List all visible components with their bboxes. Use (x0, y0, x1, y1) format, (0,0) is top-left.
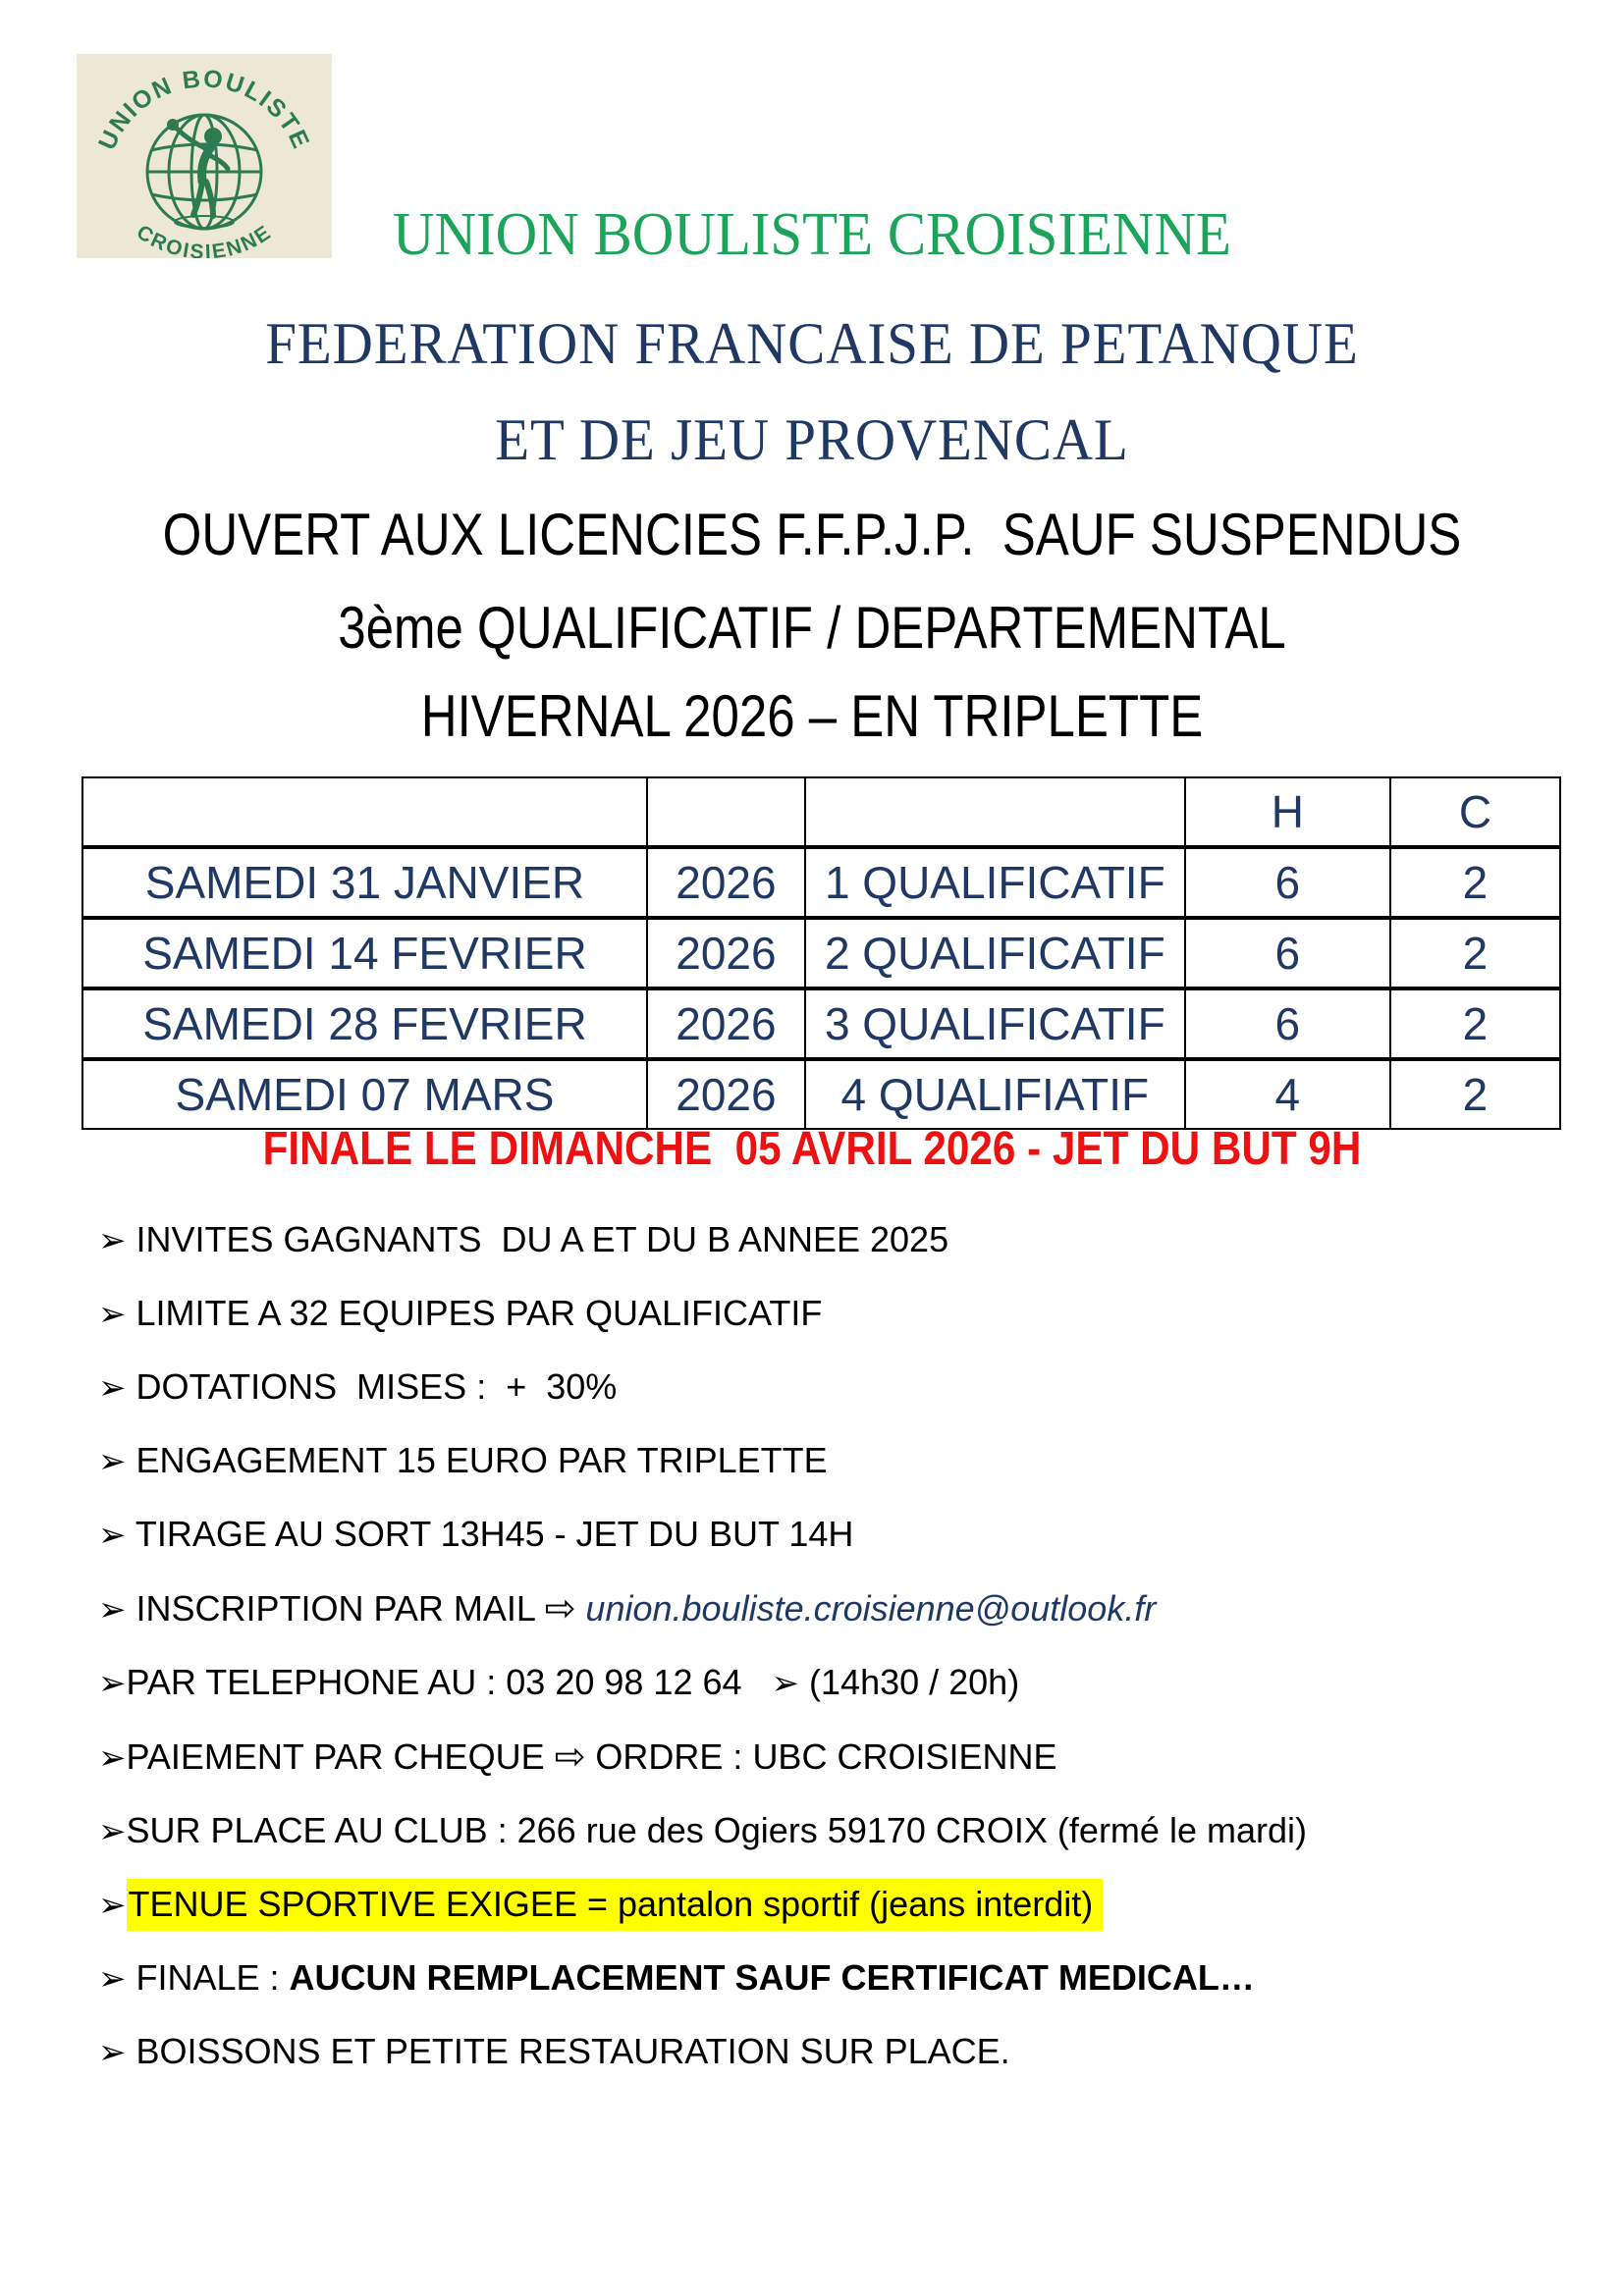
table-cell (647, 777, 805, 847)
list-item (98, 1439, 1585, 1483)
hivernal-line: HIVERNAL 2026 – EN TRIPLETTE (420, 683, 1204, 749)
table-cell: 6 (1185, 847, 1390, 918)
bullet-arrow-icon: ➢ (98, 1368, 127, 1408)
table-cell: H (1185, 777, 1390, 847)
bullet-arrow-icon: ➢ (98, 1442, 127, 1481)
bullet-text: INVITES GAGNANTS DU A ET DU B ANNEE 2025 (126, 1219, 949, 1259)
inline-arrow-icon: ➢ (771, 1664, 800, 1703)
bullet-arrow-icon: ➢ (98, 1516, 127, 1555)
table-row (82, 988, 1560, 1059)
table-cell: 2026 (647, 988, 805, 1059)
bullet-text: TIRAGE AU SORT 13H45 - JET DU BUT 14H (126, 1514, 854, 1554)
federation-title-line2: ET DE JEU PROVENCAL (495, 407, 1129, 472)
bullet-arrow-icon: ➢ (98, 1959, 127, 1999)
bullet-text: PAIEMENT PAR CHEQUE (126, 1736, 555, 1777)
finale-line: FINALE LE DIMANCHE 05 AVRIL 2026 - JET DU BUT 9H (262, 1123, 1362, 1175)
table-row (82, 918, 1560, 988)
bullet-text: ORDRE : UBC CROISIENNE (585, 1736, 1057, 1777)
list-item (98, 2030, 1585, 2074)
list-item (98, 1513, 1585, 1557)
list-item (98, 1883, 1585, 1927)
open-to-licensees-line: OUVERT AUX LICENCIES F.F.P.J.P. SAUF SUSPENDUS (162, 502, 1462, 567)
inline-arrow-icon: ⇨ (544, 1586, 576, 1629)
table-cell (82, 777, 647, 847)
table-row (82, 847, 1560, 918)
bullet-arrow-icon: ➢ (98, 1295, 127, 1334)
table-cell: SAMEDI 07 MARS (82, 1059, 647, 1129)
bullet-text: INSCRIPTION PAR MAIL (126, 1588, 545, 1629)
highlighted-text: TENUE SPORTIVE EXIGEE = pantalon sportif (jeans interdit) (127, 1879, 1104, 1931)
logo-arc-bottom-text: CROISIENNE (132, 220, 277, 258)
federation-title-line1: FEDERATION FRANCAISE DE PETANQUE (265, 311, 1359, 376)
list-item (98, 1365, 1585, 1410)
table-cell: 4 QUALIFIATIF (805, 1059, 1185, 1129)
schedule-table (81, 776, 1561, 1130)
table-cell: 1 QUALIFICATIF (805, 847, 1185, 918)
page-title: UNION BOULISTE CROISIENNE (392, 201, 1231, 268)
bullet-arrow-icon: ➢ (98, 1221, 127, 1260)
table-cell: 2 (1390, 1059, 1560, 1129)
table-cell: SAMEDI 31 JANVIER (82, 847, 647, 918)
bullet-arrow-icon: ➢ (98, 1590, 127, 1629)
schedule-table-body (82, 777, 1560, 1129)
list-item (98, 1218, 1585, 1262)
table-cell: 2026 (647, 847, 805, 918)
list-item (98, 1809, 1585, 1853)
bullet-text (575, 1588, 585, 1629)
table-cell: 2 (1390, 847, 1560, 918)
email-link[interactable]: union.bouliste.croisienne@outlook.fr (585, 1588, 1157, 1629)
table-cell: 2 (1390, 988, 1560, 1059)
bullet-text-bold: AUCUN REMPLACEMENT SAUF CERTIFICAT MEDICAL… (289, 1957, 1255, 1998)
table-cell: 4 (1185, 1059, 1390, 1129)
list-item (98, 1661, 1585, 1705)
table-cell: 3 QUALIFICATIF (805, 988, 1185, 1059)
table-cell (805, 777, 1185, 847)
table-cell: 2 QUALIFICATIF (805, 918, 1185, 988)
list-item (98, 1292, 1585, 1336)
bullet-arrow-icon: ➢ (98, 1886, 127, 1925)
bullet-text: FINALE : (126, 1957, 290, 1998)
bullet-text: ENGAGEMENT 15 EURO PAR TRIPLETTE (126, 1440, 828, 1480)
list-item (98, 1735, 1585, 1780)
bullet-arrow-icon: ➢ (98, 2033, 127, 2072)
info-list (98, 1218, 1585, 2104)
bullet-arrow-icon: ➢ (98, 1812, 127, 1851)
table-cell: SAMEDI 28 FEVRIER (82, 988, 647, 1059)
bullet-arrow-icon: ➢ (98, 1664, 127, 1703)
inline-arrow-icon: ⇨ (554, 1735, 586, 1778)
table-cell: C (1390, 777, 1560, 847)
table-cell: 2026 (647, 918, 805, 988)
bullet-text: SUR PLACE AU CLUB : 266 rue des Ogiers 59170 CROIX (fermé le mardi) (126, 1810, 1307, 1850)
bullet-text: LIMITE A 32 EQUIPES PAR QUALIFICATIF (126, 1293, 823, 1333)
list-item (98, 1586, 1585, 1631)
table-cell: 2026 (647, 1059, 805, 1129)
table-cell: 6 (1185, 918, 1390, 988)
list-item (98, 1956, 1585, 2001)
table-header-row (82, 777, 1560, 847)
bullet-text: PAR TELEPHONE AU : 03 20 98 12 64 (126, 1662, 772, 1702)
bullet-arrow-icon: ➢ (98, 1738, 127, 1778)
logo-arc-top-text: UNION BOULISTE (92, 65, 316, 154)
bullet-text: (14h30 / 20h) (799, 1662, 1020, 1702)
bullet-text: DOTATIONS MISES : + 30% (126, 1366, 618, 1407)
table-row (82, 1059, 1560, 1129)
table-cell: 2 (1390, 918, 1560, 988)
table-cell: SAMEDI 14 FEVRIER (82, 918, 647, 988)
bullet-text: BOISSONS ET PETITE RESTAURATION SUR PLACE. (126, 2031, 1010, 2071)
qualificatif-line: 3ème QUALIFICATIF / DEPARTEMENTAL (338, 595, 1286, 661)
table-cell: 6 (1185, 988, 1390, 1059)
